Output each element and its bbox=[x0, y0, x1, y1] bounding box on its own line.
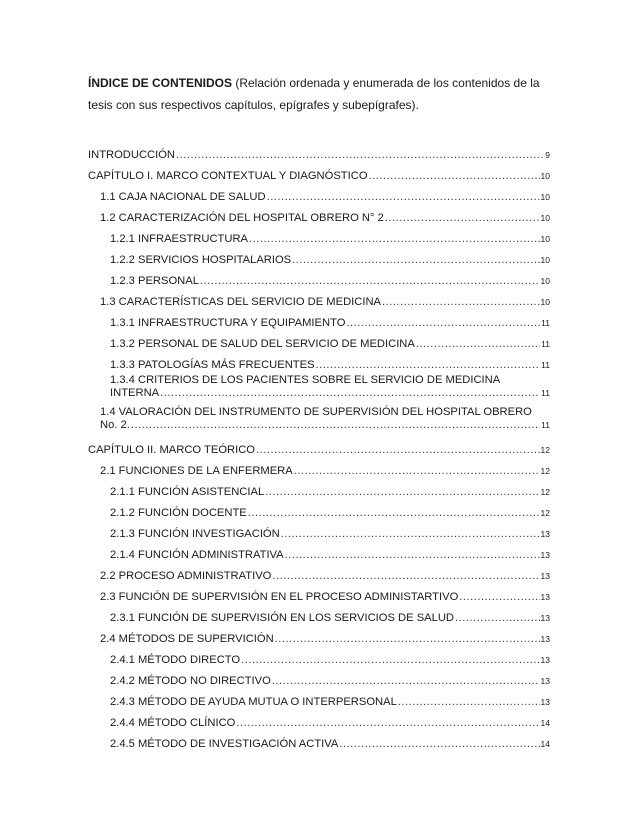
table-of-contents bbox=[88, 143, 550, 753]
toc-entry-label-continued: No. 2. bbox=[100, 419, 130, 431]
dot-leader bbox=[346, 317, 540, 330]
toc-entry[interactable] bbox=[88, 438, 550, 459]
toc-entry-label: 2.4.5 MÉTODO DE INVESTIGACIÓN ACTIVA bbox=[110, 738, 339, 750]
dot-leader bbox=[459, 591, 539, 604]
toc-entry[interactable] bbox=[88, 290, 550, 311]
toc-page-number: 13 bbox=[540, 655, 550, 665]
toc-entry-label: 1.3 CARACTERÍSTICAS DEL SERVICIO DE MEDICINA bbox=[100, 296, 381, 308]
toc-description: (Relación ordenada y enumerada de los contenidos de la tesis con sus respectivos capítulos, epígrafes y subepígrafes). bbox=[88, 76, 540, 112]
dot-leader bbox=[272, 675, 540, 688]
toc-page-number: 13 bbox=[540, 676, 550, 686]
dot-leader bbox=[285, 549, 540, 562]
toc-page-number: 13 bbox=[540, 529, 550, 539]
dot-leader bbox=[265, 486, 539, 499]
toc-page-number: 13 bbox=[540, 634, 550, 644]
toc-page-number: 10 bbox=[540, 234, 550, 244]
dot-leader bbox=[369, 170, 540, 183]
toc-page-number: 13 bbox=[540, 613, 550, 623]
toc-entry[interactable] bbox=[88, 606, 550, 627]
dot-leader bbox=[416, 338, 540, 351]
toc-entry-label: 2.1.4 FUNCIÓN ADMINISTRATIVA bbox=[110, 549, 284, 561]
toc-page-number: 11 bbox=[541, 318, 550, 328]
dot-leader bbox=[339, 738, 539, 751]
toc-entry[interactable] bbox=[88, 480, 550, 501]
toc-entry[interactable] bbox=[88, 206, 550, 227]
toc-entry-label: 2.4.1 MÉTODO DIRECTO bbox=[110, 654, 241, 666]
toc-entry[interactable] bbox=[88, 164, 550, 185]
toc-entry[interactable] bbox=[88, 269, 550, 290]
toc-entry-label: 2.4.2 MÉTODO NO DIRECTIVO bbox=[110, 675, 271, 687]
dot-leader bbox=[281, 528, 540, 541]
toc-page-number: 13 bbox=[540, 571, 550, 581]
toc-page-number: 14 bbox=[540, 718, 550, 728]
dot-leader bbox=[275, 633, 540, 646]
toc-heading bbox=[88, 72, 554, 116]
toc-entry-label: 2.3 FUNCIÓN DE SUPERVISIÓN EN EL PROCESO ADMINISTARTIVO bbox=[100, 591, 459, 603]
toc-entry-label: CAPÍTULO I. MARCO CONTEXTUAL Y DIAGNÓSTICO bbox=[88, 170, 368, 182]
toc-entry-label: 2.4 MÉTODOS DE SUPERVICIÓN bbox=[100, 633, 274, 645]
toc-entry[interactable] bbox=[88, 711, 550, 732]
toc-entry[interactable] bbox=[88, 143, 550, 164]
toc-entry-label: 1.4 VALORACIÓN DEL INSTRUMENTO DE SUPERVISIÓN DEL HOSPITAL OBRERO bbox=[100, 406, 532, 418]
toc-entry[interactable] bbox=[88, 185, 550, 206]
toc-entry-label: 2.2 PROCESO ADMINISTRATIVO bbox=[100, 570, 272, 582]
toc-entry[interactable] bbox=[88, 543, 550, 564]
toc-entry-label: 1.3.4 CRITERIOS DE LOS PACIENTES SOBRE EL SERVICIO DE MEDICINA bbox=[110, 374, 501, 386]
toc-page-number: 12 bbox=[540, 508, 550, 518]
toc-title: ÍNDICE DE CONTENIDOS bbox=[88, 76, 233, 90]
toc-entry[interactable] bbox=[88, 564, 550, 585]
toc-entry[interactable] bbox=[88, 648, 550, 669]
dot-leader bbox=[248, 507, 540, 520]
toc-entry[interactable] bbox=[88, 501, 550, 522]
toc-entry-label: INTRODUCCIÓN bbox=[88, 149, 176, 161]
dot-leader bbox=[160, 387, 540, 400]
toc-page-number: 9 bbox=[545, 150, 550, 160]
toc-entry-label-continued: INTERNA bbox=[110, 387, 160, 399]
dot-leader bbox=[249, 233, 540, 246]
toc-entry[interactable] bbox=[88, 690, 550, 711]
toc-entry[interactable] bbox=[88, 332, 550, 353]
toc-entry-label: 1.2.2 SERVICIOS HOSPITALARIOS bbox=[110, 254, 292, 266]
toc-entry-label: 2.1.2 FUNCIÓN DOCENTE bbox=[110, 507, 247, 519]
toc-entry[interactable] bbox=[88, 374, 550, 406]
toc-entry-label: 2.1 FUNCIONES DE LA ENFERMERA bbox=[100, 465, 293, 477]
dot-leader bbox=[256, 444, 540, 457]
dot-leader bbox=[176, 149, 544, 162]
dot-leader bbox=[398, 696, 540, 709]
dot-leader bbox=[267, 191, 540, 204]
dot-leader bbox=[455, 612, 540, 625]
toc-entry-label: 1.2.1 INFRAESTRUCTURA bbox=[110, 233, 249, 245]
dot-leader bbox=[200, 275, 540, 288]
toc-page-number: 12 bbox=[540, 466, 550, 476]
toc-page-number: 11 bbox=[541, 388, 550, 398]
dot-leader bbox=[131, 419, 540, 432]
toc-page-number: 13 bbox=[540, 550, 550, 560]
toc-page-number: 11 bbox=[541, 339, 550, 349]
toc-entry-label: 2.4.4 MÉTODO CLÍNICO bbox=[110, 717, 236, 729]
toc-entry-label: 1.3.3 PATOLOGÍAS MÁS FRECUENTES bbox=[110, 359, 315, 371]
toc-entry[interactable] bbox=[88, 669, 550, 690]
toc-entry[interactable] bbox=[88, 459, 550, 480]
toc-entry-label: 1.2.3 PERSONAL bbox=[110, 275, 199, 287]
toc-entry-label: 2.3.1 FUNCIÓN DE SUPERVISIÓN EN LOS SERVICIOS DE SALUD bbox=[110, 612, 455, 624]
toc-page-number: 13 bbox=[540, 592, 550, 602]
toc-entry[interactable] bbox=[88, 311, 550, 332]
dot-leader bbox=[236, 717, 539, 730]
toc-page-number: 11 bbox=[541, 420, 550, 430]
toc-entry[interactable] bbox=[88, 522, 550, 543]
toc-entry-label: 1.3.1 INFRAESTRUCTURA Y EQUIPAMIENTO bbox=[110, 317, 346, 329]
toc-entry-label: 1.1 CAJA NACIONAL DE SALUD bbox=[100, 191, 266, 203]
toc-entry-label: CAPÍTULO II. MARCO TEÓRICO bbox=[88, 444, 256, 456]
toc-page-number: 10 bbox=[540, 171, 550, 181]
toc-page-number: 12 bbox=[540, 445, 550, 455]
toc-entry[interactable] bbox=[88, 227, 550, 248]
toc-entry[interactable] bbox=[88, 732, 550, 753]
toc-entry-label: 1.3.2 PERSONAL DE SALUD DEL SERVICIO DE MEDICINA bbox=[110, 338, 415, 350]
dot-leader bbox=[385, 212, 540, 225]
toc-page-number: 14 bbox=[540, 739, 550, 749]
toc-entry[interactable] bbox=[88, 406, 550, 438]
toc-entry[interactable] bbox=[88, 585, 550, 606]
toc-entry[interactable] bbox=[88, 353, 550, 374]
toc-page-number: 12 bbox=[540, 487, 550, 497]
toc-page-number: 11 bbox=[541, 360, 550, 370]
toc-page-number: 10 bbox=[540, 213, 550, 223]
dot-leader bbox=[292, 254, 539, 267]
toc-entry[interactable] bbox=[88, 248, 550, 269]
toc-entry-label: 2.4.3 MÉTODO DE AYUDA MUTUA O INTERPERSONAL bbox=[110, 696, 397, 708]
toc-page-number: 13 bbox=[540, 697, 550, 707]
toc-page-number: 10 bbox=[540, 255, 550, 265]
toc-page-number: 10 bbox=[540, 192, 550, 202]
dot-leader bbox=[382, 296, 540, 309]
toc-entry-label: 2.1.3 FUNCIÓN INVESTIGACIÓN bbox=[110, 528, 280, 540]
dot-leader bbox=[272, 570, 539, 583]
toc-entry-label: 2.1.1 FUNCIÓN ASISTENCIAL bbox=[110, 486, 265, 498]
toc-page-number: 10 bbox=[540, 276, 550, 286]
dot-leader bbox=[294, 465, 540, 478]
toc-page-number: 10 bbox=[540, 297, 550, 307]
dot-leader bbox=[241, 654, 539, 667]
toc-entry-label: 1.2 CARACTERIZACIÓN DEL HOSPITAL OBRERO N° 2 bbox=[100, 212, 384, 224]
dot-leader bbox=[316, 359, 541, 372]
toc-entry[interactable] bbox=[88, 627, 550, 648]
